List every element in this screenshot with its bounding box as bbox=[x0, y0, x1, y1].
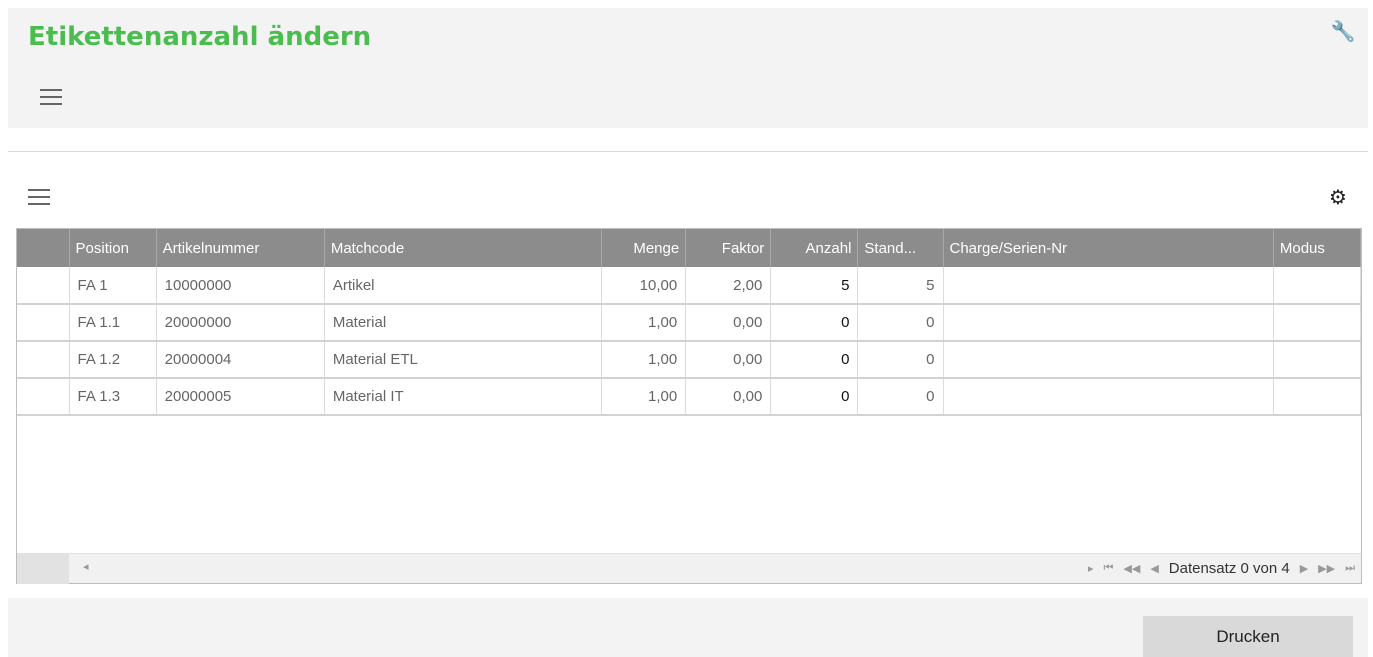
cell-charge-serien-nr[interactable] bbox=[943, 267, 1273, 304]
cell-modus[interactable] bbox=[1273, 378, 1360, 415]
wrench-icon[interactable]: 🔧 bbox=[1330, 19, 1356, 43]
column-header-indicator[interactable] bbox=[17, 229, 69, 267]
cell-matchcode[interactable]: Material ETL bbox=[324, 341, 601, 378]
footer-indicator-cell bbox=[17, 554, 69, 584]
first-record-icon[interactable]: ⏮ bbox=[1103, 562, 1114, 574]
cell-charge-serien-nr[interactable] bbox=[943, 378, 1273, 415]
column-header-standard[interactable]: Stand... bbox=[858, 229, 943, 267]
cell-standard[interactable]: 0 bbox=[858, 341, 943, 378]
cell-standard[interactable]: 0 bbox=[858, 378, 943, 415]
last-record-icon[interactable]: ⏭ bbox=[1345, 562, 1355, 574]
cell-menge[interactable]: 1,00 bbox=[602, 341, 686, 378]
cell-charge-serien-nr[interactable] bbox=[943, 304, 1273, 341]
column-header-faktor[interactable]: Faktor bbox=[686, 229, 771, 267]
cell-modus[interactable] bbox=[1273, 267, 1360, 304]
cell-position[interactable]: FA 1.1 bbox=[69, 304, 156, 341]
grid-footer bbox=[17, 553, 1361, 583]
table-row[interactable] bbox=[17, 304, 1361, 341]
cell-standard[interactable]: 0 bbox=[858, 304, 943, 341]
row-indicator[interactable] bbox=[17, 341, 69, 378]
header-panel bbox=[8, 8, 1368, 128]
table-header-row bbox=[17, 229, 1361, 267]
cell-anzahl[interactable]: 0 bbox=[771, 304, 858, 341]
cell-menge[interactable]: 1,00 bbox=[602, 378, 686, 415]
cell-faktor[interactable]: 0,00 bbox=[686, 304, 771, 341]
next-page-icon[interactable]: ▶▶ bbox=[1318, 563, 1336, 575]
hamburger-icon[interactable] bbox=[38, 84, 64, 110]
previous-page-icon[interactable]: ◀◀ bbox=[1123, 563, 1141, 575]
record-navigator bbox=[1088, 560, 1355, 577]
cell-matchcode[interactable]: Material IT bbox=[324, 378, 601, 415]
cell-modus[interactable] bbox=[1273, 304, 1360, 341]
cell-standard[interactable]: 5 bbox=[858, 267, 943, 304]
scroll-right-arrow-icon[interactable]: ▸ bbox=[1087, 563, 1094, 575]
cell-artikelnummer[interactable]: 20000005 bbox=[156, 378, 324, 415]
cell-anzahl[interactable]: 0 bbox=[771, 341, 858, 378]
cell-modus[interactable] bbox=[1273, 341, 1360, 378]
column-header-charge-serien-nr[interactable]: Charge/Serien-Nr bbox=[943, 229, 1273, 267]
record-counter: Datensatz 0 von 4 bbox=[1168, 560, 1290, 577]
column-header-anzahl[interactable]: Anzahl bbox=[771, 229, 858, 267]
column-header-modus[interactable]: Modus bbox=[1273, 229, 1360, 267]
gear-icon[interactable]: ⚙ bbox=[1329, 185, 1347, 209]
table-row[interactable] bbox=[17, 378, 1361, 415]
cell-faktor[interactable]: 0,00 bbox=[686, 378, 771, 415]
next-record-icon[interactable]: ▶ bbox=[1299, 563, 1309, 575]
cell-position[interactable]: FA 1.2 bbox=[69, 341, 156, 378]
scroll-left-arrow-icon[interactable]: ◂ bbox=[83, 560, 89, 573]
divider bbox=[8, 151, 1368, 152]
cell-menge[interactable]: 1,00 bbox=[602, 304, 686, 341]
labels-grid bbox=[16, 228, 1362, 584]
cell-anzahl[interactable]: 0 bbox=[771, 378, 858, 415]
page-title: Etikettenanzahl ändern bbox=[28, 22, 372, 52]
cell-position[interactable]: FA 1 bbox=[69, 267, 156, 304]
labels-table bbox=[17, 229, 1361, 416]
cell-charge-serien-nr[interactable] bbox=[943, 341, 1273, 378]
cell-matchcode[interactable]: Material bbox=[324, 304, 601, 341]
cell-artikelnummer[interactable]: 10000000 bbox=[156, 267, 324, 304]
column-header-position[interactable]: Position bbox=[69, 229, 156, 267]
cell-artikelnummer[interactable]: 20000004 bbox=[156, 341, 324, 378]
cell-anzahl[interactable]: 5 bbox=[771, 267, 858, 304]
cell-faktor[interactable]: 2,00 bbox=[686, 267, 771, 304]
table-row[interactable] bbox=[17, 267, 1361, 304]
previous-record-icon[interactable]: ◀ bbox=[1150, 563, 1159, 575]
print-button[interactable]: Drucken bbox=[1143, 616, 1353, 657]
cell-matchcode[interactable]: Artikel bbox=[324, 267, 601, 304]
column-header-menge[interactable]: Menge bbox=[602, 229, 686, 267]
grid-menu-hamburger-icon[interactable] bbox=[26, 184, 52, 210]
cell-menge[interactable]: 10,00 bbox=[602, 267, 686, 304]
table-row[interactable] bbox=[17, 341, 1361, 378]
column-header-artikelnummer[interactable]: Artikelnummer bbox=[156, 229, 324, 267]
column-header-matchcode[interactable]: Matchcode bbox=[324, 229, 601, 267]
row-indicator[interactable] bbox=[17, 267, 69, 304]
row-indicator[interactable] bbox=[17, 378, 69, 415]
cell-artikelnummer[interactable]: 20000000 bbox=[156, 304, 324, 341]
cell-position[interactable]: FA 1.3 bbox=[69, 378, 156, 415]
cell-faktor[interactable]: 0,00 bbox=[686, 341, 771, 378]
row-indicator[interactable] bbox=[17, 304, 69, 341]
